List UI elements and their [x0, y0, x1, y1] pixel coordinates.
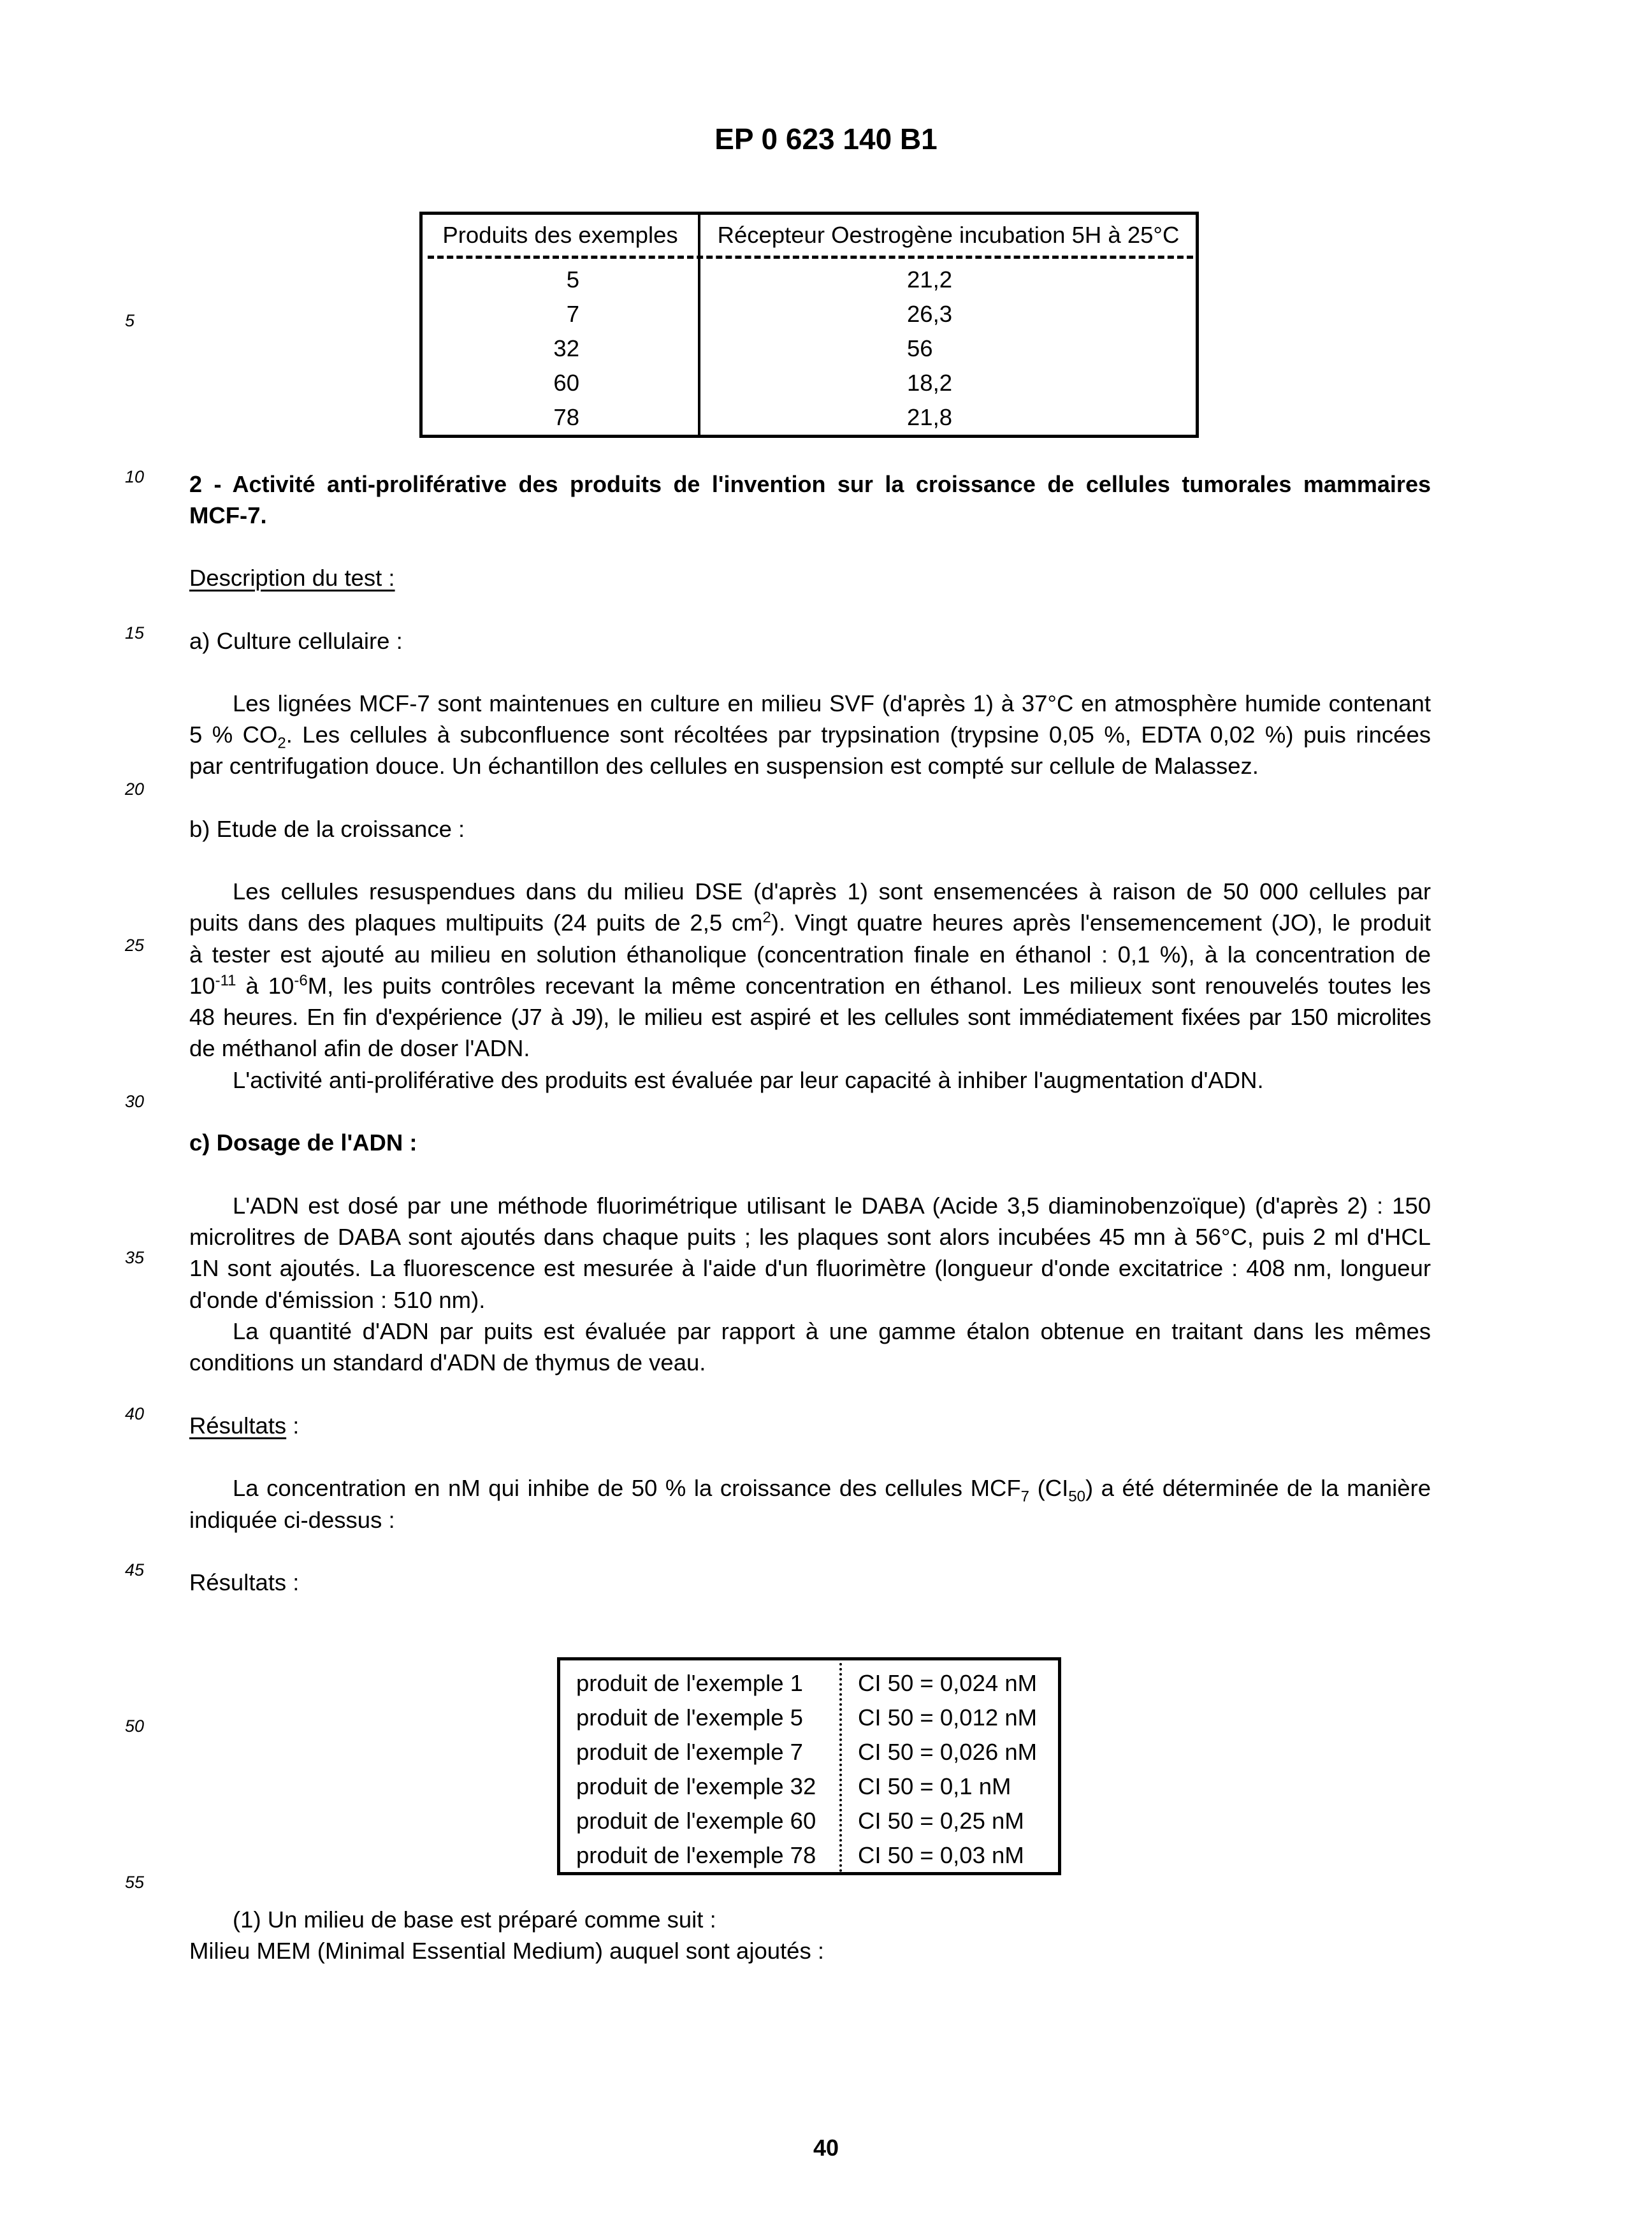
text-run: . Les cellules à subconfluence sont récoltées par trypsination (trypsine 0,05 %, EDTA 0,02 %) puis rincées: [286, 722, 1431, 748]
text-run: à 10: [236, 973, 294, 999]
line-number: 50: [125, 1717, 145, 1736]
paragraph-line: par centrifugation douce. Un échantillon des cellules en suspension est compté sur cellule de Malassez.: [189, 753, 1259, 779]
section-heading-line-2: MCF-7.: [189, 502, 267, 528]
cell-product: produit de l'exemple 5: [576, 1704, 803, 1731]
paragraph-line: d'onde d'émission : 510 nm).: [189, 1287, 486, 1313]
receptor-table: [419, 212, 1199, 438]
results-label-colon: :: [286, 1412, 300, 1439]
cell-value: 56: [907, 335, 933, 361]
line-number: 20: [125, 780, 145, 799]
line-number: 30: [125, 1092, 145, 1111]
line-number: 40: [125, 1404, 145, 1423]
column-header-receptor: Récepteur Oestrogène incubation 5H à 25°C: [717, 222, 1180, 248]
cell-value: 26,3: [907, 301, 953, 327]
table-row-value: [700, 266, 1196, 294]
paragraph-line: Les cellules resuspendues dans du milieu DSE (d'après 1) sont ensemencées à raison de 50 000 cellules par: [233, 878, 1431, 904]
table-row-product: [423, 403, 698, 432]
paragraph-line: La quantité d'ADN par puits est évaluée par rapport à une gamme étalon obtenue en traitant dans les mêmes: [233, 1318, 1431, 1344]
paragraph-line: L'activité anti-proliférative des produits est évaluée par leur capacité à inhiber l'augmentation d'ADN.: [233, 1067, 1264, 1093]
cell-ci50: CI 50 = 0,03 nM: [858, 1842, 1024, 1868]
growth-label: b) Etude de la croissance :: [189, 816, 465, 842]
paragraph-line: à tester est ajouté au milieu en solution éthanolique (concentration finale en éthanol : 0,1 %), à la concentration de: [189, 941, 1431, 968]
table-row-product: [423, 266, 698, 294]
paragraph-line: de méthanol afin de doser l'ADN.: [189, 1035, 530, 1061]
text-run: puits dans des plaques multipuits (24 puits de 2,5 cm: [189, 910, 763, 936]
paragraph-line: Les lignées MCF-7 sont maintenues en culture en milieu SVF (d'après 1) à 37°C en atmosphère humide contenant: [233, 690, 1431, 716]
dosage-label: c) Dosage de l'ADN :: [189, 1129, 417, 1156]
cell-product: produit de l'exemple 78: [576, 1842, 816, 1868]
results-label: [189, 1410, 1431, 1441]
cell-ci50: CI 50 = 0,012 nM: [858, 1704, 1038, 1731]
text-run: ) a été déterminée de la manière: [1085, 1475, 1431, 1501]
results-label-text: Résultats: [189, 1412, 287, 1439]
table-row-value: [700, 369, 1196, 397]
cell-product: produit de l'exemple 1: [576, 1670, 803, 1696]
table-row-value: [700, 300, 1196, 328]
paragraph-line: microlitres de DABA sont ajoutés dans chaque puits ; les plaques sont alors incubées 45 mn à 56°C, puis 2 ml d'HCL: [189, 1224, 1431, 1250]
paragraph-line: [189, 719, 1431, 750]
description-label: Description du test :: [189, 565, 395, 591]
paragraph-line: [189, 970, 1431, 1001]
line-number: 55: [125, 1873, 145, 1892]
text-run: M, les puits contrôles recevant la même concentration en éthanol. Les milieux sont renouvelés toutes les: [307, 973, 1431, 999]
footnote-line: Milieu MEM (Minimal Essential Medium) auquel sont ajoutés :: [189, 1938, 825, 1964]
paragraph-line: indiquée ci-dessus :: [189, 1507, 395, 1533]
cell-product: 7: [566, 301, 579, 327]
line-number: 10: [125, 467, 145, 486]
table-row-value: [700, 403, 1196, 432]
page-number: 40: [813, 2135, 839, 2161]
text-run: 5 % CO: [189, 722, 278, 748]
line-number: 25: [125, 936, 145, 955]
line-number: 35: [125, 1248, 145, 1267]
superscript: -6: [294, 971, 308, 989]
cell-product: 5: [566, 266, 579, 293]
subscript: 50: [1068, 1488, 1085, 1506]
subscript: 7: [1020, 1488, 1030, 1506]
column-divider: [839, 1663, 842, 1872]
superscript: 2: [762, 908, 771, 926]
cell-ci50: CI 50 = 0,1 nM: [858, 1773, 1011, 1799]
cell-product: produit de l'exemple 32: [576, 1773, 816, 1799]
patent-number-header: EP 0 623 140 B1: [714, 122, 938, 156]
cell-value: 21,2: [907, 266, 953, 293]
culture-label: a) Culture cellulaire :: [189, 628, 403, 654]
line-number: 45: [125, 1560, 145, 1579]
table-row-product: [423, 300, 698, 328]
cell-product: 78: [553, 404, 579, 430]
table-row-product: [423, 335, 698, 363]
cell-product: 32: [553, 335, 579, 361]
paragraph-line: [189, 1472, 1431, 1504]
line-number: 5: [125, 311, 135, 330]
text-run: La concentration en nM qui inhibe de 50 % la croissance des cellules MCF: [233, 1475, 1021, 1501]
results-label-2: Résultats :: [189, 1569, 300, 1595]
column-header-products: Produits des exemples: [442, 222, 678, 248]
footnote-line: (1) Un milieu de base est préparé comme suit :: [233, 1906, 716, 1933]
cell-value: 18,2: [907, 370, 953, 396]
section-heading-line-1: 2 - Activité anti-proliférative des produits de l'invention sur la croissance de cellules tumorales mammaires: [189, 471, 1431, 497]
paragraph-line: 48 heures. En fin d'expérience (J7 à J9), le milieu est aspiré et les cellules sont immédiatement fixées par 150 microlites: [189, 1004, 1431, 1030]
cell-ci50: CI 50 = 0,026 nM: [858, 1739, 1038, 1765]
line-number: 15: [125, 623, 145, 642]
cell-product: produit de l'exemple 7: [576, 1739, 803, 1765]
text-run: 10: [189, 973, 215, 999]
paragraph-line: [189, 907, 1431, 938]
cell-product: 60: [553, 370, 579, 396]
cell-value: 21,8: [907, 404, 953, 430]
table-row-value: [700, 335, 1196, 363]
header-dashed-separator: [428, 256, 1193, 259]
text-run: (CI: [1029, 1475, 1069, 1501]
table-row-product: [423, 369, 698, 397]
cell-ci50: CI 50 = 0,024 nM: [858, 1670, 1038, 1696]
paragraph-line: 1N sont ajoutés. La fluorescence est mesurée à l'aide d'un fluorimètre (longueur d'onde excitatrice : 408 nm, longueur: [189, 1255, 1431, 1281]
subscript: 2: [277, 734, 286, 752]
superscript: -11: [215, 971, 236, 989]
text-run: ). Vingt quatre heures après l'ensemencement (JO), le produit: [771, 910, 1431, 936]
ci50-table: [557, 1657, 1061, 1875]
paragraph-line: L'ADN est dosé par une méthode fluorimétrique utilisant le DABA (Acide 3,5 diaminobenzoïque) (d'après 2) : 150: [233, 1193, 1431, 1219]
paragraph-line: conditions un standard d'ADN de thymus de veau.: [189, 1349, 706, 1376]
cell-ci50: CI 50 = 0,25 nM: [858, 1808, 1024, 1834]
cell-product: produit de l'exemple 60: [576, 1808, 816, 1834]
